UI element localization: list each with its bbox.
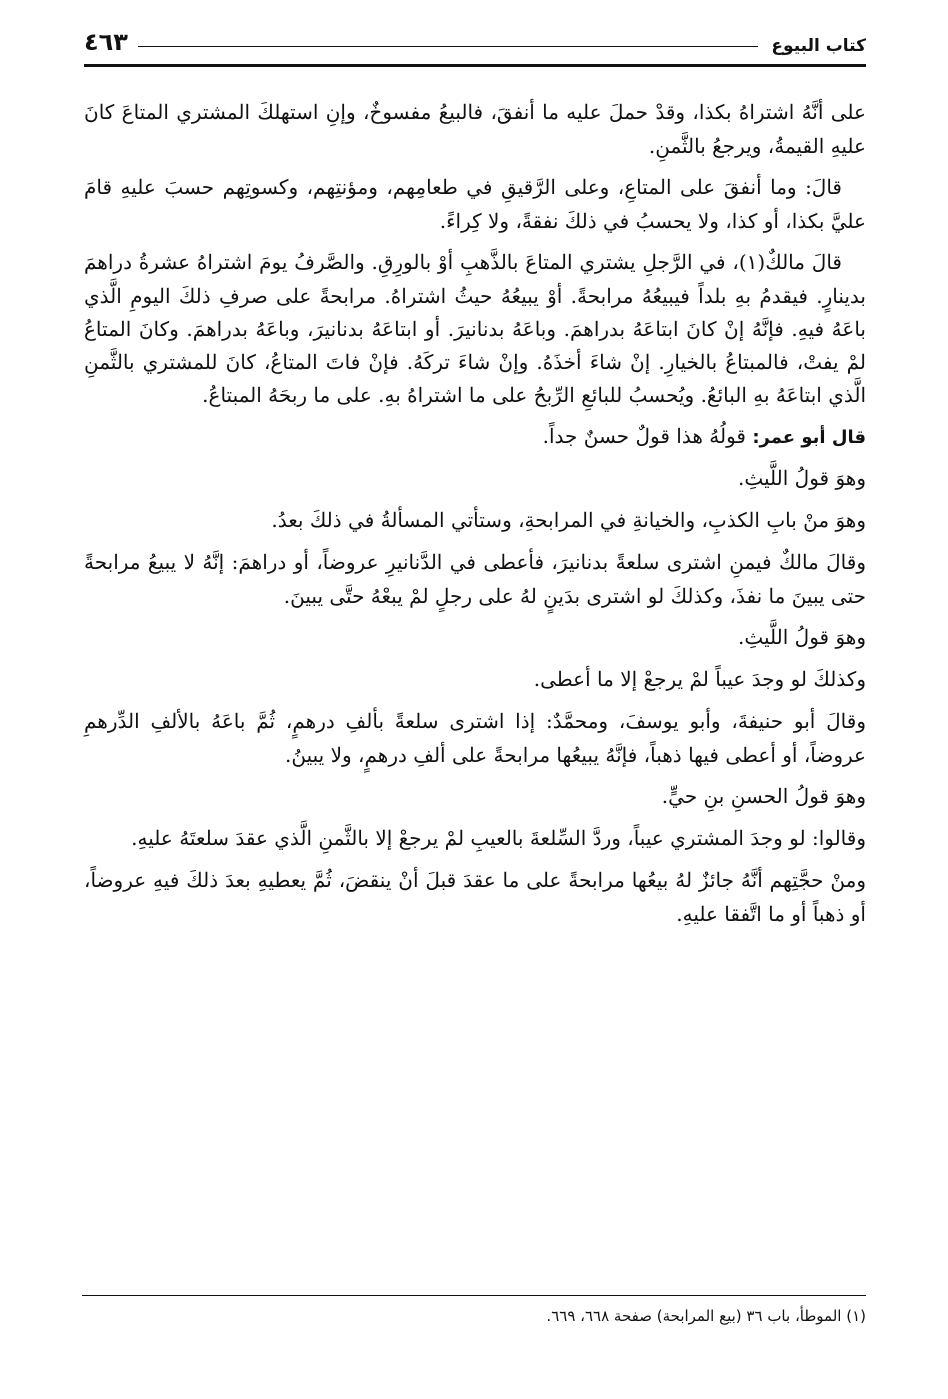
paragraph (84, 705, 866, 772)
paragraph (84, 420, 866, 454)
chapter-title: كتاب البيوع (771, 36, 866, 56)
paragraph-text: قالَ مالكٌ(١)، في الرَّجلِ يشتري المتاعَ بالذَّهبِ أوْ بالورِقِ. والصَّرفُ يومَ اشتراهُ عشرةُ دراهمَ بدينارٍ. فيقدمُ بهِ بلداً فيبيعُهُ مرابحةً. أوْ يبيعُهُ حيثُ اشتراهُ. مرابحةً على صرفِ ذلكَ اليومِ الَّذي باعَهُ فيهِ. فإنَّهُ إنْ كانَ ابتاعَهُ بدراهمَ. وباعَهُ بدنانيرَ. أو ابتاعَهُ بدنانيرَ، وباعَهُ بدراهمَ. وكانَ المتاعُ لمْ يفتْ، فالمبتاعُ بالخيارِ. إنْ شاءَ أخذَهُ. وإنْ شاءَ تركَهُ. فإنْ فاتَ المتاعُ، كانَ للمشتري بالثَّمنِ الَّذي ابتاعَهُ بهِ البائعُ. ويُحسبُ للبائعِ الرِّبحُ على ما اشتراهُ بهِ. على ما ربحَهُ المبتاعُ. (84, 250, 867, 407)
paragraph-text: ومنْ حجَّتِهم أنَّهُ جائزٌ لهُ بيعُها مرابحةً على ما عقدَ قبلَ أنْ ينقضَ، ثُمَّ يعطيهِ بعدَ ذلكَ فيهِ عروضاً، أو ذهباً أو ما اتَّفقا عليهِ. (84, 868, 866, 926)
header-rule-thick (84, 64, 866, 67)
paragraph (84, 546, 866, 613)
paragraph-text: وكذلكَ لو وجدَ عيباً لمْ يرجعْ إلا ما أعطى. (533, 667, 866, 691)
paragraph (84, 246, 866, 412)
paragraph-text: وقالَ مالكٌ فيمنِ اشترى سلعةً بدنانيرَ، فأعطى في الدَّنانيرِ عروضاً، أو دراهمَ: إنَّهُ لا يبيعُ مرابحةً حتى يبينَ ما نفذَ، وكذلكَ لو اشترى بدَينٍ لهُ على رجلٍ لمْ يبعْهُ حتَّى يبينَ. (84, 550, 866, 608)
paragraph (84, 663, 866, 697)
paragraph (84, 171, 866, 238)
paragraph (84, 462, 866, 496)
paragraph-text: وقالوا: لو وجدَ المشتري عيباً، وردَّ السِّلعةَ بالعيبِ لمْ يرجعْ إلا بالثَّمنِ الَّذي عقدَ سلعتَهُ عليهِ. (131, 826, 866, 850)
paragraph-text: وهوَ قولُ اللَّيثِ. (738, 625, 866, 649)
paragraph-lead: قال أبو عمر: (752, 427, 866, 448)
main-text (84, 96, 866, 939)
paragraph-text: على أنَّهُ اشتراهُ بكذا، وقدْ حملَ عليه ما أنفقَ، فالبيعُ مفسوخٌ، وإنِ استهلكَ المشتري المتاعَ كانَ عليهِ القيمةُ، ويرجعُ بالثَّمنِ. (84, 100, 866, 158)
footnote-separator (82, 1295, 866, 1296)
paragraph (84, 864, 866, 931)
page-header (84, 24, 866, 64)
page-number: ٤٦٣ (84, 28, 128, 56)
paragraph (84, 780, 866, 814)
header-rule-thin (138, 46, 758, 47)
paragraph-text: قولُهُ هذا قولٌ حسنٌ جداً. (542, 424, 753, 448)
footnote: (١) الموطأ، باب ٣٦ (بيع المرابحة) صفحة ٦٦٨، ٦٦٩. (546, 1307, 866, 1325)
paragraph (84, 96, 866, 163)
paragraph-text: وقالَ أبو حنيفةَ، وأبو يوسفَ، ومحمَّدٌ: إذا اشترى سلعةً بألفِ درهمٍ، ثُمَّ باعَهُ بالألفِ الدِّرهمِ عروضاً، أو أعطى فيها ذهباً، فإنَّهُ يبيعُها مرابحةً على ألفِ درهمٍ، ولا يبينُ. (84, 709, 866, 767)
paragraph-text: وهوَ قولُ الحسنِ بنِ حيٍّ. (661, 784, 866, 808)
paragraph (84, 822, 866, 856)
paragraph (84, 621, 866, 655)
paragraph-text: وهوَ قولُ اللَّيثِ. (738, 466, 866, 490)
paragraph (84, 504, 866, 538)
paragraph-text: قالَ: وما أنفقَ على المتاعِ، وعلى الرَّقيقِ في طعامِهم، ومؤنتِهم، وكسوتِهم حسبَ عليهِ قامَ عليَّ بكذا، أو كذا، ولا يحسبُ في ذلكَ نفقةً، ولا كِراءً. (84, 175, 866, 233)
paragraph-text: وهوَ منْ بابِ الكذبِ، والخيانةِ في المرابحةِ، وستأتي المسألةُ في ذلكَ بعدُ. (271, 508, 866, 532)
